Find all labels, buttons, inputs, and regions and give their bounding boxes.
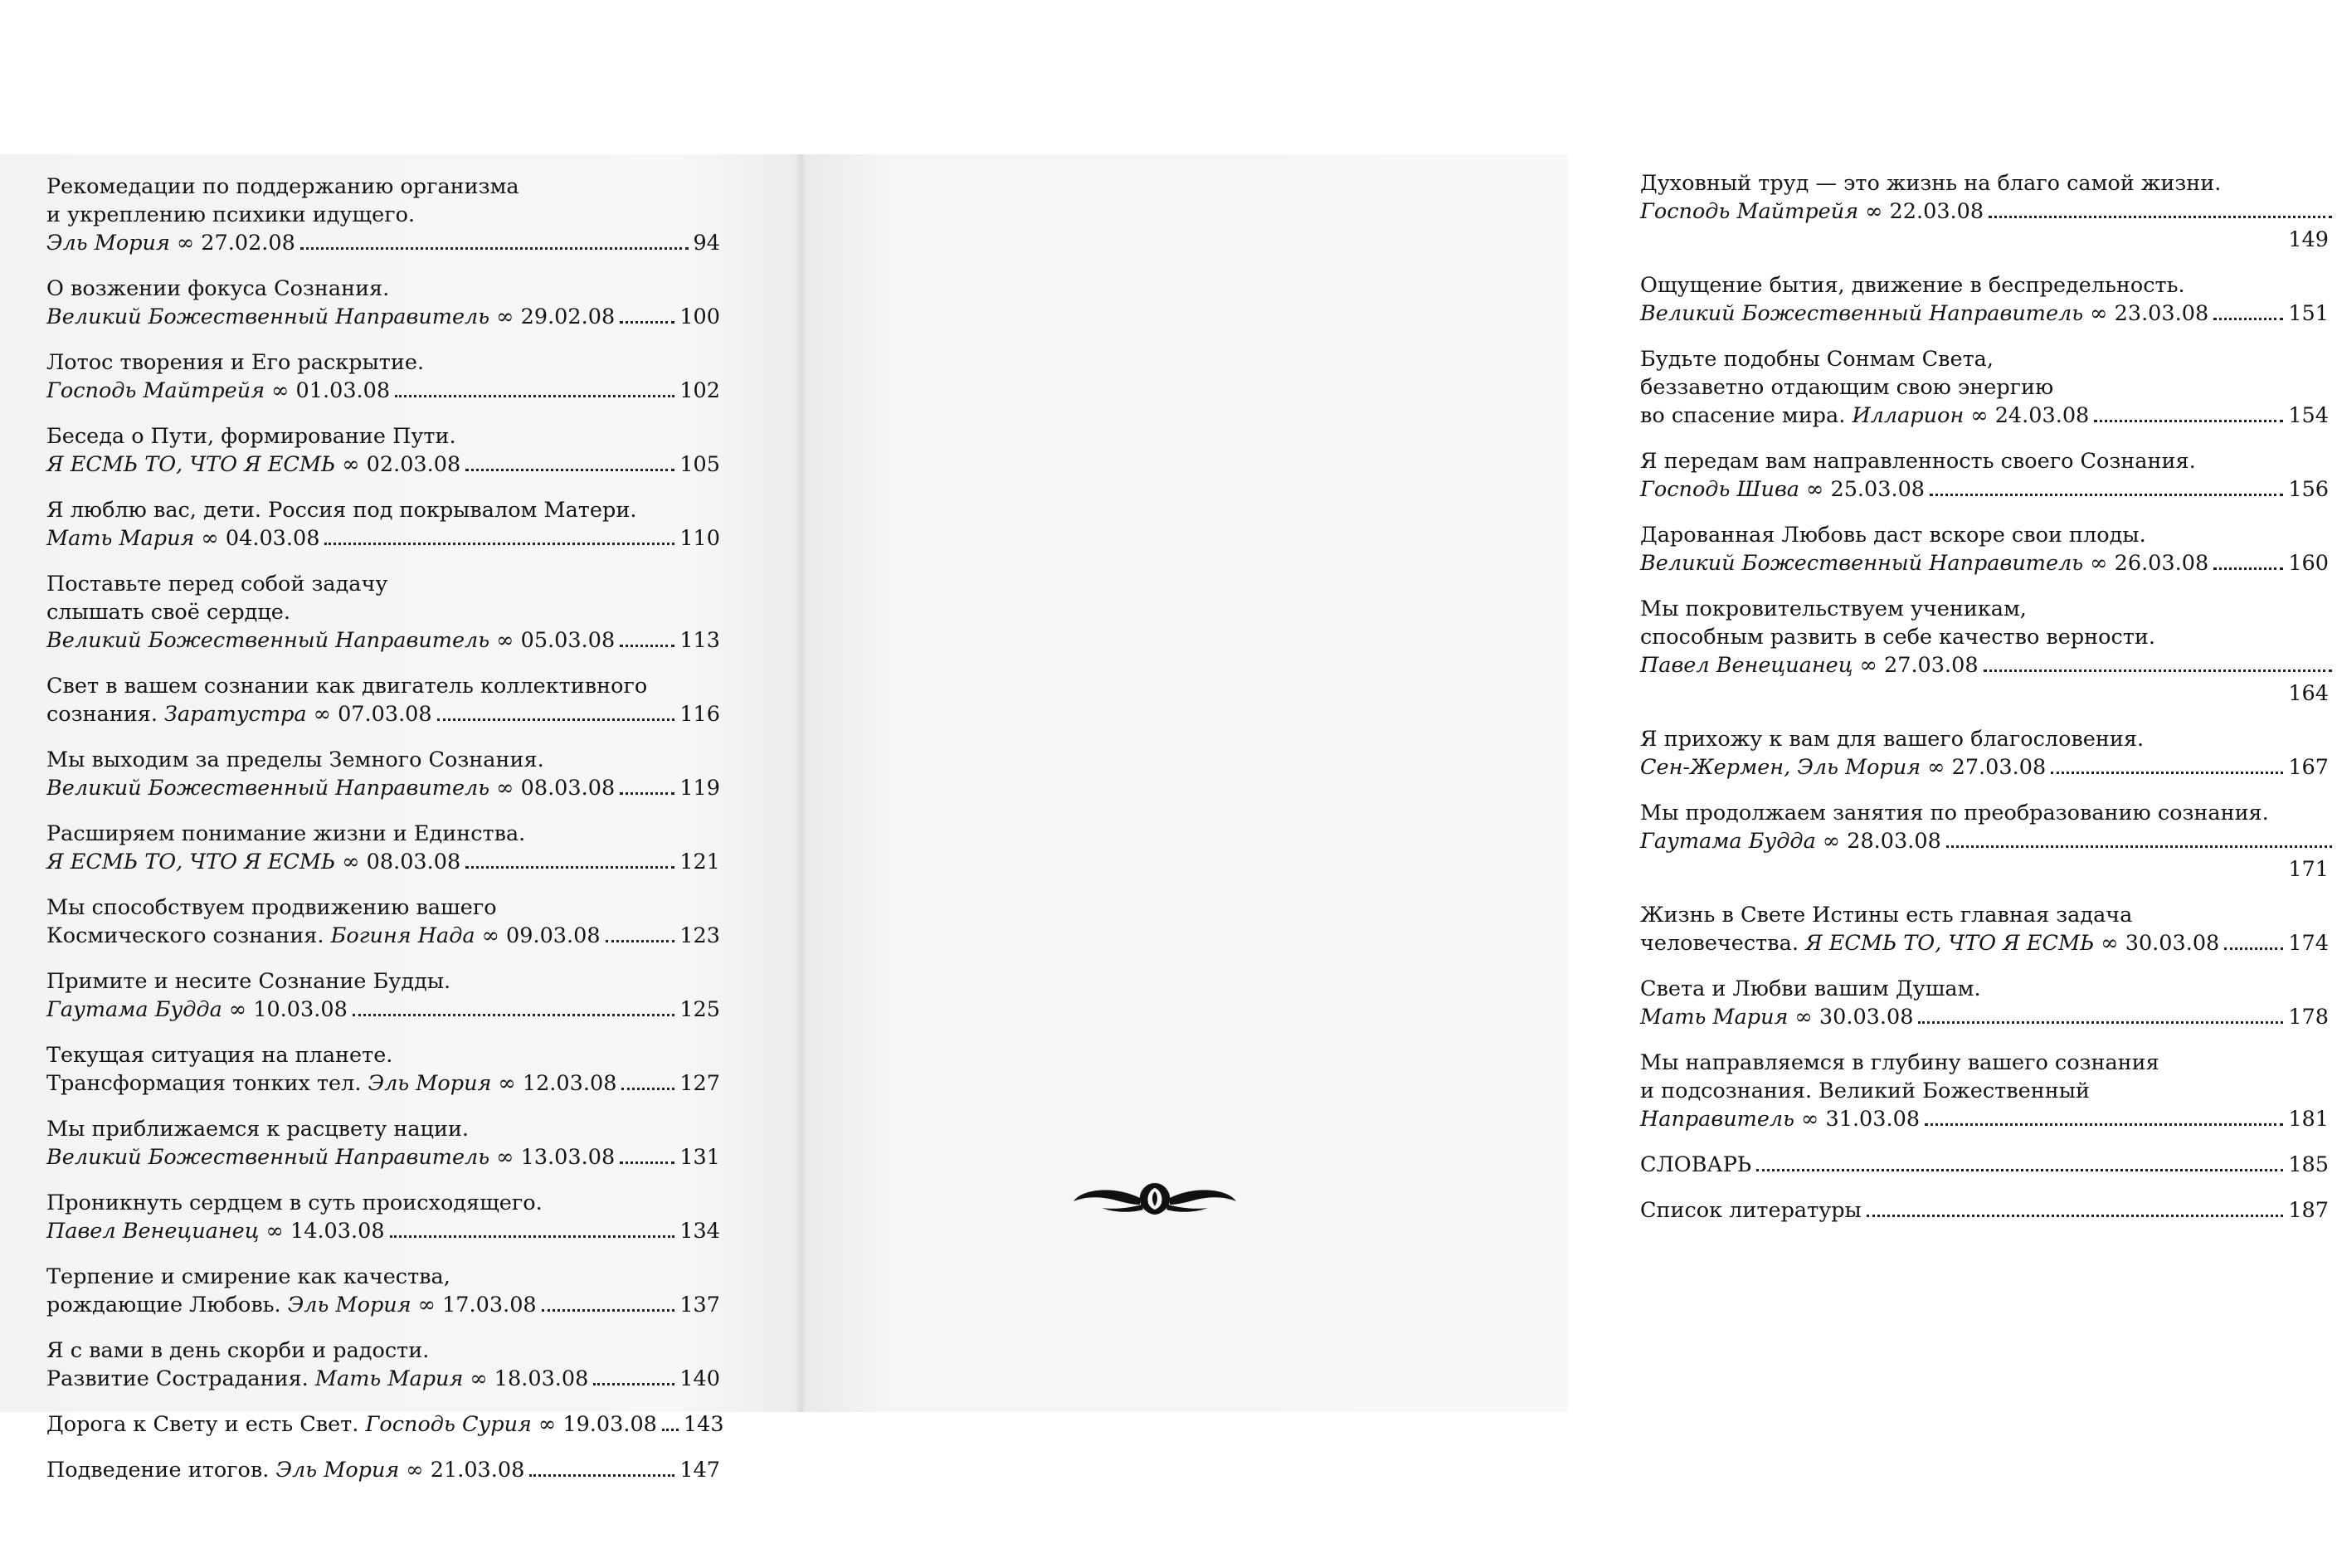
- entry-reference-text: [1640, 197, 1984, 226]
- entry-reference-text: [46, 922, 601, 950]
- entry-title-line: Проникнуть сердцем в суть происходящего.: [46, 1191, 543, 1215]
- page-number: 149: [2288, 227, 2329, 252]
- entry-date: ∞ 04.03.08: [201, 526, 320, 551]
- leader-dots: [1930, 494, 2283, 496]
- entry-title-line: Дарованная Любовь даст вскоре свои плоды.: [1640, 523, 2146, 548]
- entry-date: ∞ 18.03.08: [470, 1366, 589, 1391]
- entry-reference-line: [1640, 197, 2337, 226]
- entry-title-line: О возжении фокуса Сознания.: [46, 276, 390, 301]
- entry-title-line: Я прихожу к вам для вашего благословения.: [1640, 727, 2145, 752]
- page-number: 160: [2288, 551, 2329, 576]
- leader-dots: [606, 940, 675, 942]
- entry-reference-text: [46, 1143, 615, 1171]
- entry-title-tail: во спасение мира.: [1640, 403, 1853, 428]
- toc-entry[interactable]: [1640, 595, 2329, 708]
- entry-title-line: Мы направляемся в глубину вашего сознания: [1640, 1050, 2159, 1075]
- entry-author: Мать Мария: [46, 526, 195, 551]
- entry-reference-line: [46, 377, 720, 405]
- toc-entry[interactable]: [46, 894, 720, 950]
- entry-author: Я ЕСМЬ ТО, ЧТО Я ЕСМЬ: [46, 850, 336, 874]
- entry-title-line: беззаветно отдающим свою энергию: [1640, 375, 2054, 400]
- entry-author: Илларион: [1852, 403, 1965, 428]
- entry-date: ∞ 25.03.08: [1806, 477, 1926, 502]
- entry-reference-line: [46, 848, 720, 876]
- entry-date: ∞ 27.03.08: [1859, 653, 1979, 678]
- page-number: 156: [2288, 477, 2329, 502]
- entry-date: ∞ 13.03.08: [496, 1145, 616, 1170]
- toc-entry[interactable]: [46, 746, 720, 802]
- toc-entry[interactable]: [46, 1263, 720, 1319]
- toc-entry[interactable]: [1640, 1151, 2329, 1179]
- entry-author: Я ЕСМЬ ТО, ЧТО Я ЕСМЬ: [46, 452, 336, 477]
- leader-dots: [390, 1235, 675, 1238]
- book-gutter: [795, 154, 806, 1412]
- leader-dots: [620, 792, 674, 795]
- page-number: 171: [2288, 857, 2329, 882]
- page-number: 151: [2288, 301, 2329, 326]
- entry-date: ∞ 22.03.08: [1865, 199, 1984, 224]
- entry-author: Гаутама Будда: [46, 997, 222, 1022]
- entry-date: ∞ 17.03.08: [417, 1293, 537, 1317]
- entry-date: ∞ 29.02.08: [496, 304, 616, 329]
- leader-dots: [621, 1088, 674, 1090]
- entry-reference-line: [1640, 651, 2337, 679]
- entry-date: ∞ 30.03.08: [1794, 1005, 1914, 1030]
- entry-title-tail: Развитие Сострадания.: [46, 1366, 315, 1391]
- entry-reference-text: [46, 1456, 524, 1484]
- toc-entry[interactable]: [1640, 169, 2329, 254]
- leader-dots: [465, 469, 674, 471]
- page-number: 102: [679, 378, 720, 403]
- entry-date: ∞ 08.03.08: [496, 776, 616, 801]
- left-page: [0, 154, 801, 1483]
- toc-entry[interactable]: [1640, 725, 2329, 782]
- entry-author: Великий Божественный Направитель: [46, 776, 490, 801]
- entry-author: Господь Майтрейя: [46, 378, 265, 403]
- entry-reference-text: [46, 377, 390, 405]
- entry-title-tail: рождающие Любовь.: [46, 1293, 288, 1317]
- entry-reference-text: [1640, 299, 2208, 328]
- leader-dots: [353, 1014, 675, 1016]
- entry-date: ∞ 28.03.08: [1822, 829, 1941, 854]
- toc-entry[interactable]: [46, 1337, 720, 1393]
- entry-title-tail: человечества.: [1640, 931, 1806, 956]
- toc-entry[interactable]: [46, 967, 720, 1024]
- toc-entry[interactable]: [1640, 345, 2329, 430]
- entry-title-tail: Космического сознания.: [46, 923, 331, 948]
- entry-author: Мать Мария: [314, 1366, 464, 1391]
- entry-date: ∞ 19.03.08: [538, 1412, 657, 1437]
- toc-entry[interactable]: [46, 348, 720, 405]
- entry-reference-text: [46, 303, 615, 331]
- page-number: 116: [679, 702, 720, 727]
- entry-date: ∞ 24.03.08: [1970, 403, 2090, 428]
- leader-dots: [324, 543, 674, 545]
- page-number: 178: [2288, 1005, 2329, 1030]
- toc-entry[interactable]: [46, 570, 720, 655]
- entry-reference-line: [46, 303, 720, 331]
- book-spread: [0, 154, 2329, 1483]
- entry-title-line: Мы приближаемся к расцвету нации.: [46, 1117, 470, 1142]
- entry-author: Великий Божественный Направитель: [1640, 301, 2084, 326]
- toc-entry[interactable]: [1640, 521, 2329, 577]
- page-number: 121: [679, 850, 720, 874]
- leader-dots: [542, 1309, 675, 1312]
- entry-title-line: способным развить в себе качество верности.: [1640, 625, 2156, 650]
- entry-reference-text: [46, 700, 432, 728]
- entry-title-line: Ощущение бытия, движение в беспредельность.: [1640, 273, 2185, 298]
- toc-left-column: [46, 173, 724, 1502]
- leader-dots: [2224, 947, 2283, 950]
- entry-author: Заратустра: [164, 702, 307, 727]
- entry-author: Я ЕСМЬ ТО, ЧТО Я ЕСМЬ: [1805, 931, 2095, 956]
- leader-dots: [395, 395, 674, 397]
- entry-reference-line: [1640, 475, 2329, 504]
- toc-entry[interactable]: [1640, 799, 2329, 884]
- page-number: 167: [2288, 755, 2329, 780]
- toc-entry[interactable]: [46, 820, 720, 876]
- entry-title-line: Мы способствуем продвижению вашего: [46, 895, 497, 920]
- entry-title-line: Я люблю вас, дети. Россия под покрывалом Матери.: [46, 498, 637, 523]
- entry-title-line: Текущая ситуация на планете.: [46, 1043, 393, 1068]
- leader-dots: [1867, 1215, 2283, 1217]
- entry-title-tail: Подведение итогов.: [46, 1458, 276, 1483]
- entry-reference-line: [46, 700, 720, 728]
- page-number: 137: [679, 1293, 720, 1317]
- toc-entry[interactable]: [1640, 447, 2329, 504]
- entry-title-line: Я с вами в день скорби и радости.: [46, 1338, 430, 1363]
- entry-date: ∞ 01.03.08: [271, 378, 391, 403]
- entry-reference-text: [46, 996, 348, 1024]
- entry-reference-line: [1640, 402, 2329, 430]
- entry-reference-text: [46, 1291, 537, 1319]
- toc-entry[interactable]: [1640, 271, 2329, 328]
- entry-reference-text: [46, 1217, 385, 1245]
- page-number: 134: [679, 1219, 720, 1244]
- page-number: 174: [2288, 931, 2329, 956]
- leader-dots: [1918, 1021, 2283, 1024]
- leader-dots: [2213, 567, 2283, 570]
- entry-reference-text: [1640, 402, 2089, 430]
- toc-entry[interactable]: [46, 672, 720, 728]
- toc-entry[interactable]: [1640, 901, 2329, 957]
- entry-author: Эль Мория: [368, 1071, 492, 1096]
- entry-title-line: Мы продолжаем занятия по преобразованию сознания.: [1640, 801, 2269, 825]
- entry-reference-line: [1640, 929, 2329, 957]
- entry-reference-text: [46, 229, 295, 257]
- page-number: 164: [2288, 681, 2329, 706]
- entry-reference-text: [46, 848, 460, 876]
- entry-author: Эль Мория: [287, 1293, 411, 1317]
- entry-title-line: Жизнь в Свете Истины есть главная задача: [1640, 903, 2133, 928]
- entry-title-line: Мы покровительствуем ученикам,: [1640, 597, 2027, 621]
- leader-dots: [620, 321, 674, 324]
- toc-right-column: [1640, 169, 2329, 1242]
- entry-date: ∞ 08.03.08: [342, 850, 461, 874]
- entry-date: ∞ 30.03.08: [2101, 931, 2220, 956]
- entry-reference-line: [46, 996, 720, 1024]
- page-number: 185: [2288, 1152, 2329, 1177]
- entry-reference-line: [1640, 827, 2337, 855]
- leader-dots: [465, 866, 674, 869]
- page-number: 140: [679, 1366, 720, 1391]
- entry-title-line: Духовный труд — это жизнь на благо самой жизни.: [1640, 171, 2222, 196]
- entry-reference-text: [46, 626, 615, 655]
- entry-author: Гаутама Будда: [1640, 829, 1816, 854]
- entry-reference-line: [46, 1410, 724, 1439]
- leader-dots: [1756, 1169, 2283, 1171]
- entry-title-line: Беседа о Пути, формирование Пути.: [46, 424, 456, 449]
- page-number: 125: [679, 997, 720, 1022]
- entry-title-line: Я передам вам направленность своего Сознания.: [1640, 449, 2196, 474]
- entry-reference-text: [46, 1069, 616, 1098]
- entry-author: Великий Божественный Направитель: [46, 304, 490, 329]
- page-number: 147: [679, 1458, 720, 1483]
- entry-title-line: и подсознания. Великий Божественный: [1640, 1079, 2090, 1103]
- entry-reference-line: [1640, 1196, 2329, 1225]
- entry-title-tail: сознания.: [46, 702, 165, 727]
- entry-reference-line: [46, 524, 720, 553]
- entry-reference-line: [46, 1069, 720, 1098]
- page-number: 143: [683, 1412, 724, 1437]
- page-number: 110: [679, 526, 720, 551]
- entry-title-line: Поставьте перед собой задачу: [46, 572, 388, 597]
- page-number-row: [1640, 855, 2329, 884]
- entry-reference-text: [1640, 1151, 1751, 1179]
- entry-reference-text: [46, 524, 319, 553]
- entry-title-line: Рекомедации по поддержанию организма: [46, 174, 519, 199]
- entry-date: ∞ 10.03.08: [228, 997, 348, 1022]
- entry-reference-line: [1640, 299, 2329, 328]
- entry-reference-text: [46, 1410, 657, 1439]
- entry-author: Господь Сурия: [365, 1412, 532, 1437]
- entry-reference-line: [46, 1291, 720, 1319]
- toc-entry[interactable]: [46, 422, 720, 479]
- page-number: 131: [679, 1145, 720, 1170]
- entry-date: ∞ 21.03.08: [406, 1458, 525, 1483]
- entry-reference-line: [46, 229, 720, 257]
- entry-reference-text: [1640, 1196, 1862, 1225]
- page-number: 127: [679, 1071, 720, 1096]
- leader-dots: [2094, 420, 2283, 422]
- entry-title-line: и укреплению психики идущего.: [46, 202, 416, 227]
- page-number: 154: [2288, 403, 2329, 428]
- ornament-icon: [1072, 1173, 1238, 1223]
- toc-entry[interactable]: [46, 1456, 720, 1484]
- toc-entry[interactable]: [46, 1115, 720, 1171]
- entry-date: ∞ 23.03.08: [2090, 301, 2209, 326]
- leader-dots: [593, 1383, 674, 1385]
- entry-reference-line: [1640, 1003, 2329, 1031]
- entry-reference-text: [1640, 1003, 1913, 1031]
- page-number-row: [1640, 226, 2329, 254]
- entry-reference-line: [1640, 1105, 2329, 1133]
- entry-reference-text: [1640, 929, 2219, 957]
- toc-entry[interactable]: [46, 1189, 720, 1245]
- entry-author: Павел Венецианец: [46, 1219, 260, 1244]
- entry-reference-line: [46, 1143, 720, 1171]
- entry-title-line: Свет в вашем сознании как двигатель коллективного: [46, 674, 648, 699]
- entry-author: Направитель: [1640, 1107, 1795, 1132]
- entry-date: ∞ 05.03.08: [496, 628, 616, 653]
- entry-date: ∞ 14.03.08: [265, 1219, 385, 1244]
- entry-author: Господь Шива: [1640, 477, 1800, 502]
- leader-dots: [620, 645, 674, 647]
- leader-dots: [620, 1161, 674, 1164]
- entry-author: Павел Венецианец: [1640, 653, 1853, 678]
- entry-reference-text: [1640, 475, 1925, 504]
- entry-title-line: Света и Любви вашим Душам.: [1640, 976, 1981, 1001]
- entry-title-line: Примите и несите Сознание Будды.: [46, 969, 451, 994]
- page-number: 187: [2288, 1198, 2329, 1223]
- entry-author: Эль Мория: [275, 1458, 400, 1483]
- entry-reference-text: [1640, 651, 1979, 679]
- page-number: 105: [679, 452, 720, 477]
- leader-dots: [529, 1474, 674, 1477]
- entry-title-tail: Список литературы: [1640, 1198, 1862, 1223]
- entry-reference-line: [46, 774, 720, 802]
- toc-entry[interactable]: [46, 496, 720, 553]
- entry-date: ∞ 02.03.08: [342, 452, 461, 477]
- entry-author: Великий Божественный Направитель: [46, 628, 490, 653]
- leader-dots: [1984, 670, 2332, 672]
- entry-date: ∞ 09.03.08: [481, 923, 601, 948]
- entry-reference-line: [1640, 549, 2329, 577]
- entry-title-line: Будьте подобны Сонмам Света,: [1640, 347, 1994, 372]
- leader-dots: [300, 247, 689, 250]
- toc-entry[interactable]: [1640, 975, 2329, 1031]
- page-number: 181: [2288, 1107, 2329, 1132]
- page-number: 113: [679, 628, 720, 653]
- toc-entry[interactable]: [46, 1041, 720, 1098]
- right-page: [801, 154, 2329, 1412]
- page-number: 100: [679, 304, 720, 329]
- entry-title-line: Расширяем понимание жизни и Единства.: [46, 821, 526, 846]
- page-number: 123: [679, 923, 720, 948]
- entry-reference-text: [1640, 1105, 1920, 1133]
- page-number-row: [1640, 679, 2329, 708]
- entry-author: Сен-Жермен, Эль Мория: [1640, 755, 1921, 780]
- entry-title-tail: Дорога к Свету и есть Свет.: [46, 1412, 366, 1437]
- toc-entry[interactable]: [46, 173, 720, 257]
- entry-reference-text: [1640, 549, 2208, 577]
- leader-dots: [437, 718, 675, 721]
- entry-date: ∞ 27.03.08: [1927, 755, 2047, 780]
- entry-reference-text: [46, 450, 460, 479]
- entry-date: ∞ 31.03.08: [1801, 1107, 1921, 1132]
- entry-title-line: Мы выходим за пределы Земного Сознания.: [46, 747, 544, 772]
- entry-reference-text: [1640, 753, 2046, 782]
- entry-date: ∞ 07.03.08: [313, 702, 432, 727]
- leader-dots: [1925, 1123, 2283, 1126]
- entry-reference-line: [46, 1456, 720, 1484]
- entry-reference-line: [46, 626, 720, 655]
- leader-dots: [662, 1429, 679, 1431]
- leader-dots: [2051, 772, 2283, 774]
- entry-reference-text: [1640, 827, 1941, 855]
- entry-reference-line: [1640, 1151, 2329, 1179]
- toc-entry[interactable]: [1640, 1196, 2329, 1225]
- entry-title-line: Лотос творения и Его раскрытие.: [46, 350, 425, 375]
- entry-title-tail: СЛОВАРЬ: [1640, 1152, 1752, 1177]
- page-number: 119: [679, 776, 720, 801]
- entry-reference-text: [46, 1365, 588, 1393]
- leader-dots: [1989, 216, 2332, 218]
- leader-dots: [2213, 318, 2283, 320]
- entry-author: Богиня Нада: [330, 923, 475, 948]
- entry-date: ∞ 26.03.08: [2090, 551, 2209, 576]
- entry-author: Господь Майтрейя: [1640, 199, 1859, 224]
- toc-entry[interactable]: [46, 1410, 724, 1439]
- entry-author: Великий Божественный Направитель: [46, 1145, 490, 1170]
- leader-dots: [1946, 845, 2332, 848]
- entry-reference-text: [46, 774, 615, 802]
- entry-reference-line: [1640, 753, 2329, 782]
- entry-author: Мать Мария: [1640, 1005, 1789, 1030]
- toc-entry[interactable]: [1640, 1049, 2329, 1133]
- entry-reference-line: [46, 1365, 720, 1393]
- entry-date: ∞ 12.03.08: [498, 1071, 617, 1096]
- entry-reference-line: [46, 922, 720, 950]
- entry-date: ∞ 27.02.08: [176, 231, 295, 256]
- entry-reference-line: [46, 1217, 720, 1245]
- toc-entry[interactable]: [46, 275, 720, 331]
- page-number: 94: [693, 231, 720, 256]
- entry-author: Эль Мория: [46, 231, 170, 256]
- entry-reference-line: [46, 450, 720, 479]
- entry-title-line: слышать своё сердце.: [46, 600, 290, 625]
- entry-author: Великий Божественный Направитель: [1640, 551, 2084, 576]
- entry-title-tail: Трансформация тонких тел.: [46, 1071, 368, 1096]
- entry-title-line: Терпение и смирение как качества,: [46, 1264, 450, 1289]
